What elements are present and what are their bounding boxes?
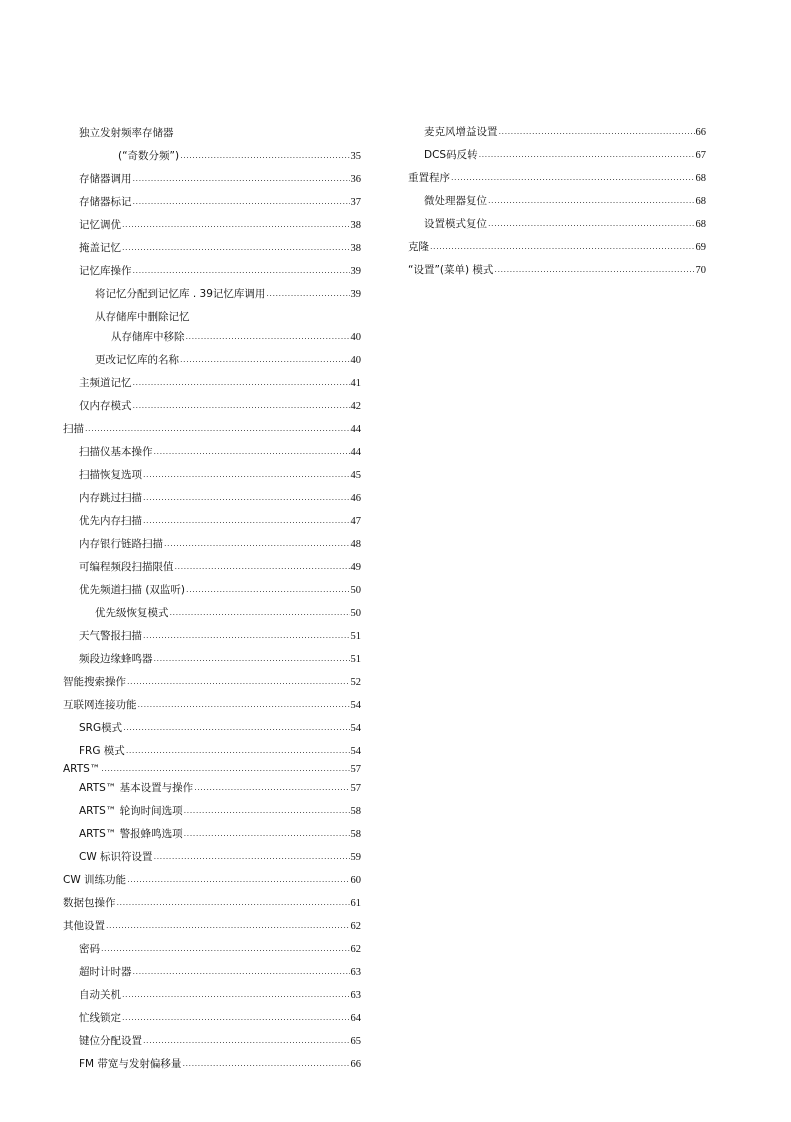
toc-entry[interactable] [79,850,361,865]
toc-entry-page: 65 [350,1036,361,1047]
toc-leader-dots [143,1034,350,1048]
toc-entry[interactable] [79,445,361,460]
toc-entry[interactable] [79,514,361,529]
toc-entry-page: 51 [350,654,361,665]
toc-entry-title: 优先频道扫描 (双监听) [79,584,186,596]
toc-entry[interactable] [424,194,706,209]
toc-entry[interactable] [63,698,361,713]
toc-entry-title: 微处理器复位 [424,195,487,207]
toc-entry[interactable] [79,629,361,644]
toc-entry-page: 44 [350,447,361,458]
toc-leader-dots [194,781,349,795]
toc-entry[interactable] [79,781,361,796]
toc-entry-title: SRG模式 [79,722,123,734]
toc-entry[interactable] [79,965,361,980]
toc-entry[interactable] [424,125,706,140]
toc-entry-page: 68 [695,219,706,230]
toc-entry[interactable] [95,606,361,621]
toc-leader-dots [85,422,350,436]
toc-leader-dots [143,514,350,528]
toc-entry-title: 自动关机 [79,989,121,1001]
toc-entry[interactable] [79,804,361,819]
toc-entry-title: 克隆 [408,241,429,253]
toc-entry[interactable] [79,744,361,759]
toc-entry[interactable] [63,896,361,911]
toc-entry[interactable] [424,148,706,163]
toc-leader-dots [117,896,350,910]
toc-entry[interactable] [63,675,361,690]
toc-leader-dots [133,399,350,413]
toc-entry[interactable] [79,988,361,1003]
toc-entry-page: 45 [350,470,361,481]
toc-entry[interactable] [79,1034,361,1049]
toc-leader-dots [143,468,350,482]
toc-leader-dots [184,804,350,818]
toc-entry[interactable] [79,942,361,957]
toc-entry-page: 42 [350,401,361,412]
toc-entry-page: 70 [695,265,706,276]
toc-leader-dots [451,171,695,185]
toc-entry-title: 记忆调优 [79,219,121,231]
toc-entry-title: ARTS™ 基本设置与操作 [79,782,194,794]
toc-entry-page: 66 [350,1059,361,1070]
toc-entry-title: 重置程序 [408,172,450,184]
toc-entry[interactable] [79,264,361,279]
toc-leader-dots [101,942,350,956]
toc-entry-title: 从存储库中删除记忆 [95,311,190,323]
toc-entry[interactable] [95,310,361,324]
toc-entry-title: 超时计时器 [79,966,132,978]
toc-entry[interactable] [63,919,361,934]
toc-entry[interactable] [95,353,361,368]
toc-leader-dots [133,172,350,186]
toc-leader-dots [184,827,350,841]
toc-entry-page: 62 [350,944,361,955]
toc-leader-dots [127,873,349,887]
toc-entry[interactable] [79,1011,361,1026]
toc-leader-dots [122,988,350,1002]
toc-entry-title: 其他设置 [63,920,105,932]
toc-entry-title: (“奇数分频”) [118,150,180,162]
toc-entry[interactable] [408,240,706,255]
toc-entry[interactable] [63,873,361,888]
toc-entry-page: 62 [350,921,361,932]
toc-leader-dots [479,148,695,162]
toc-leader-dots [143,629,350,643]
toc-entry-page: 41 [350,378,361,389]
toc-leader-dots [133,965,350,979]
toc-entry-title: 记忆库操作 [79,265,132,277]
toc-entry-title: 更改记忆库的名称 [95,354,179,366]
toc-entry-page: 54 [350,746,361,757]
toc-entry-page: 61 [350,898,361,909]
toc-entry[interactable] [79,172,361,187]
toc-entry-title: ARTS™ 警报蜂鸣选项 [79,828,183,840]
toc-leader-dots [122,241,350,255]
toc-entry-title: ARTS™ [63,763,101,775]
toc-entry-page: 59 [350,852,361,863]
toc-leader-dots [182,1057,349,1071]
toc-entry-page: 66 [695,127,706,138]
toc-leader-dots [154,652,350,666]
toc-entry-page: 37 [350,197,361,208]
toc-entry-page: 39 [350,289,361,300]
toc-entry-page: 58 [350,806,361,817]
toc-entry-page: 67 [695,150,706,161]
toc-leader-dots [499,125,695,139]
toc-leader-dots [180,149,349,163]
toc-entry[interactable] [79,241,361,256]
toc-entry[interactable] [79,376,361,391]
toc-entry[interactable] [79,491,361,506]
toc-entry[interactable] [111,330,361,345]
toc-entry-page: 63 [350,990,361,1001]
toc-entry-title: FM 带宽与发射偏移量 [79,1058,182,1070]
toc-leader-dots [127,675,350,689]
toc-entry-page: 46 [350,493,361,504]
toc-entry[interactable] [79,652,361,667]
toc-leader-dots [488,217,695,231]
toc-entry-page: 57 [350,783,361,794]
toc-entry-title: 将记忆分配到记忆库 . 39记忆库调用 [95,288,266,300]
toc-entry-title: ARTS™ 轮询时间选项 [79,805,183,817]
toc-leader-dots [133,195,350,209]
toc-entry-title: 天气警报扫描 [79,630,142,642]
toc-entry-title: 主频道记忆 [79,377,132,389]
toc-entry-page: 57 [350,764,361,775]
toc-leader-dots [164,537,350,551]
toc-entry[interactable] [408,263,706,278]
toc-entry-title: 互联网连接功能 [63,699,137,711]
toc-entry-page: 52 [350,677,361,688]
toc-entry-title: 扫描恢复选项 [79,469,142,481]
toc-entry-page: 40 [350,332,361,343]
toc-entry-title: “设置”(菜单) 模式 [408,264,494,276]
toc-entry-page: 39 [350,266,361,277]
toc-entry-title: DCS码反转 [424,149,478,161]
toc-entry-page: 68 [695,173,706,184]
toc-leader-dots [122,1011,350,1025]
toc-leader-dots [143,491,350,505]
toc-entry-title: 扫描仪基本操作 [79,446,153,458]
toc-entry-page: 51 [350,631,361,642]
toc-leader-dots [170,606,350,620]
toc-leader-dots [488,194,695,208]
toc-leader-dots [154,445,350,459]
toc-entry-title: 设置模式复位 [424,218,487,230]
toc-entry-title: 独立发射频率存储器 [79,127,174,139]
toc-entry-title: CW 训练功能 [63,874,127,886]
toc-entry[interactable] [79,195,361,210]
toc-entry-title: FRG 模式 [79,745,125,757]
toc-entry-page: 69 [695,242,706,253]
toc-entry-title: CW 标识符设置 [79,851,153,863]
toc-leader-dots [122,218,350,232]
toc-entry-page: 38 [350,220,361,231]
toc-entry-title: 密码 [79,943,100,955]
toc-leader-dots [133,264,350,278]
toc-leader-dots [106,919,350,933]
toc-leader-dots [180,353,350,367]
toc-entry-page: 50 [350,608,361,619]
toc-entry-page: 54 [350,700,361,711]
toc-entry-title: 智能搜索操作 [63,676,126,688]
toc-entry-title: 内存跳过扫描 [79,492,142,504]
toc-entry[interactable] [408,171,706,186]
toc-leader-dots [266,287,349,301]
toc-entry-title: 麦克风增益设置 [424,126,498,138]
toc-entry-title: 从存储库中移除 [111,331,185,343]
toc-entry-title: 仅内存模式 [79,400,132,412]
toc-entry[interactable] [424,217,706,232]
toc-entry[interactable] [79,560,361,575]
toc-entry-title: 内存银行链路扫描 [79,538,163,550]
toc-leader-dots [494,263,694,277]
toc-entry[interactable] [79,218,361,233]
toc-entry[interactable] [79,583,361,598]
toc-entry-title: 存储器标记 [79,196,132,208]
toc-entry-title: 数据包操作 [63,897,116,909]
toc-leader-dots [133,376,350,390]
toc-leader-dots [126,744,350,758]
toc-entry-title: 掩盖记忆 [79,242,121,254]
toc-entry[interactable] [79,399,361,414]
toc-entry-page: 64 [350,1013,361,1024]
toc-leader-dots [186,330,350,344]
toc-entry-title: 忙线锁定 [79,1012,121,1024]
toc-entry[interactable] [79,468,361,483]
toc-entry-title: 存储器调用 [79,173,132,185]
toc-entry[interactable] [63,762,361,777]
toc-entry-page: 50 [350,585,361,596]
toc-entry[interactable] [79,721,361,736]
toc-entry[interactable] [118,149,361,164]
toc-entry-title: 优先内存扫描 [79,515,142,527]
toc-entry-page: 48 [350,539,361,550]
toc-entry-page: 47 [350,516,361,527]
toc-leader-dots [138,698,350,712]
toc-leader-dots [175,560,350,574]
toc-entry-page: 58 [350,829,361,840]
toc-entry-page: 35 [350,151,361,162]
toc-entry-page: 63 [350,967,361,978]
toc-leader-dots [186,583,349,597]
toc-entry-title: 扫描 [63,423,84,435]
toc-leader-dots [430,240,695,254]
toc-leader-dots [101,762,349,776]
toc-leader-dots [123,721,349,735]
toc-entry-page: 54 [350,723,361,734]
toc-entry-page: 44 [350,424,361,435]
toc-entry-page: 40 [350,355,361,366]
toc-entry[interactable] [95,287,361,302]
toc-entry-page: 68 [695,196,706,207]
toc-entry-title: 可编程频段扫描限值 [79,561,174,573]
toc-entry-title: 优先级恢复模式 [95,607,169,619]
toc-leader-dots [154,850,350,864]
toc-entry[interactable] [79,126,361,140]
toc-entry-title: 键位分配设置 [79,1035,142,1047]
toc-entry-page: 60 [350,875,361,886]
toc-entry-page: 36 [350,174,361,185]
toc-entry[interactable] [79,537,361,552]
toc-entry[interactable] [79,1057,361,1072]
toc-entry-title: 频段边缘蜂鸣器 [79,653,153,665]
toc-entry-page: 38 [350,243,361,254]
toc-entry-page: 49 [350,562,361,573]
toc-entry[interactable] [63,422,361,437]
toc-entry[interactable] [79,827,361,842]
